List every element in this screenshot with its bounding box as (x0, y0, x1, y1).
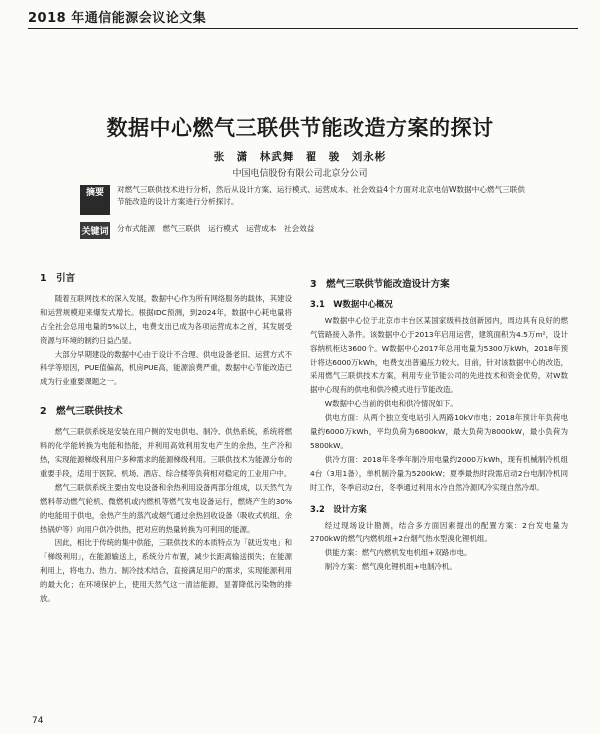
left-column (40, 268, 292, 606)
paragraph: 供能方案：燃气内燃机发电机组+双路市电。 (324, 548, 472, 558)
subsection-heading-design: 3.2 设计方案 (310, 503, 367, 514)
paper-title: 数据中心燃气三联供节能改造方案的探讨 (106, 116, 494, 140)
section-heading-design: 3 燃气三联供节能改造设计方案 (310, 279, 450, 290)
paragraph: 燃气三联供系统主要由发电设备和余热利用设备两部分组成，以天然气为燃料带动燃气轮机、微燃机或内燃机等燃气发电设备运行，燃烧产生的30%的电能用于供电，余热产生的蒸汽或烟气通过余热回收设备（吸收式机组、余热锅炉等）向用户供冷供热，把对应的热量转换为可利用的能源。 (40, 482, 292, 534)
keywords-label: 关键词 (80, 222, 110, 239)
right-column (310, 268, 568, 574)
section-heading-intro: 1 引言 (40, 273, 76, 284)
paragraph: 因此，相比于传统的集中供能，三联供技术的本质特点为「就近发电」和「梯级利用」，在能源输送上，系统分片布置，减少长距离输送损失；在能源利用上，将电力、热力、制冷技术结合，直接满足用户的需求，实现能源利用的最大化；在环境保护上，使用天然气这一清洁能源，显著降低污染物的排放。 (40, 538, 292, 604)
abstract-label: 摘要 (80, 185, 110, 215)
paragraph: 供电方面：从两个独立变电站引入两路10kV市电；2018年预计年负荷电量约6000万kWh，平均负荷为6800kW，最大负荷为8000kW，最小负荷为5800kW。 (310, 413, 568, 450)
affiliation: 中国电信股份有限公司北京分公司 (232, 169, 368, 179)
paragraph: W数据中心当前的供电和供冷情况如下。 (324, 399, 458, 409)
header-rule (28, 28, 578, 29)
paragraph: 大部分早期建设的数据中心由于设计不合理、供电设备老旧、运营方式不科学等原因，PUE值偏高，机房PUE高，能源浪费严重，数据中心节能改造已成为行业重要课题之一。 (40, 349, 292, 387)
authors: 张 潇 林武舞 翟 骏 刘永彬 (213, 151, 387, 163)
abstract-text: 对燃气三联供技术进行分析，然后从设计方案、运行模式、运营成本、社会效益4个方面对北京电信W数据中心燃气三联供节能改造的设计方案进行分析探讨。 (117, 185, 525, 206)
subsection-heading-overview: 3.1 W数据中心概况 (310, 298, 393, 309)
page-number: 74 (32, 716, 44, 726)
paragraph: W数据中心位于北京市丰台区某国家级科技创新园内，周边具有良好的燃气管路接入条件。该数据中心于2013年启用运营，建筑面积为4.5万m²，设计容纳机柜达3600个。W数据中心2017年总用电量为5300万kWh，2018年预计将达6000万kWh，电费支出普遍压力较大。目前，针对该数据中心的改造，采用燃气三联供技术方案，利用专业节能公司的先进技术和资金优势，对W数据中心现有的供电和供冷模式进行节能改造。 (310, 315, 568, 395)
section-heading-cchp: 2 燃气三联供技术 (40, 406, 123, 418)
paragraph: 制冷方案：燃气溴化锂机组+电制冷机。 (324, 562, 457, 572)
keywords-text: 分布式能源 燃气三联供 运行模式 运营成本 社会效益 (117, 224, 315, 233)
running-head: 2018 年通信能源会议论文集 (28, 11, 207, 26)
paragraph: 供冷方面：2018年冬季年制冷用电量约2000万kWh，现有机械制冷机组4台（3用1备），单机制冷量为5200kW；夏季最热时段需启动2台电制冷机同时工作，冬季启动2台，冬季通过利用水冷自然冷源风冷实现自然冷却。 (310, 454, 568, 492)
paragraph: 燃气三联供系统是安装在用户侧的发电供电、制冷、供热系统，系统将燃料的化学能转换为电能和热能，并利用高效利用发电产生的余热，生产冷和热，实现能源梯级利用户多种需求的能源梯级利用。三联供技术为能源分布的重要手段，适用于医院、机场、酒店、综合楼等负荷相对稳定的工业用户中。 (40, 427, 292, 478)
paragraph: 经过现场设计勘测，结合多方面因素提出的配置方案：2台发电量为2700kW的燃气内燃机组+2台烟气热水型溴化锂机组。 (310, 520, 568, 544)
paragraph: 随着互联网技术的深入发展，数据中心作为所有网络服务的载体，其建设和运营规模迎来爆发式增长。根据IDC预测，到2024年，数据中心耗电量将占全社会总用电量的5%以上，电费支出已成为各项运营成本之首，其发展受资源与环境的制约日益凸显。 (40, 293, 292, 345)
